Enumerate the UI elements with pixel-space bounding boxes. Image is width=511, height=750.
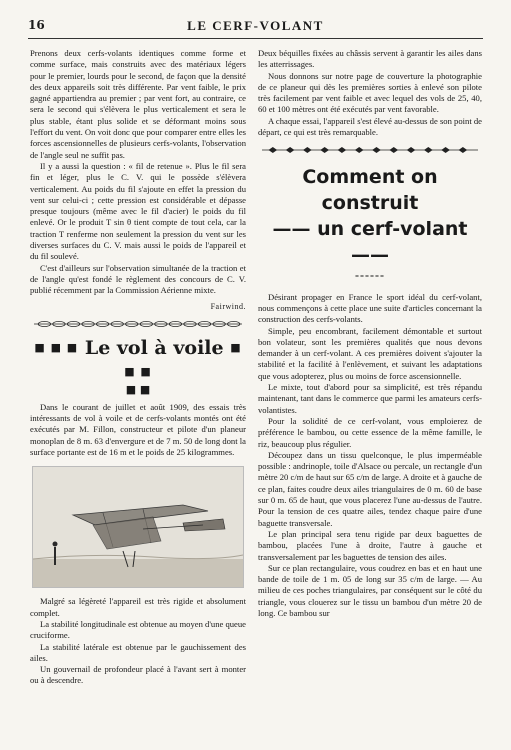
title-dash-right: —— xyxy=(351,244,389,267)
paragraph: C'est d'ailleurs sur l'observation simultanée de la traction et de l'angle qu'est fondé le règlement des concours de C. V. publié récemment par la Commission Aérienne mixte. xyxy=(30,262,246,296)
left-column xyxy=(30,48,246,687)
author-signature: Fairwind. xyxy=(210,301,246,311)
paragraph: La stabilité latérale est obtenue par le gauchissement des ailes. xyxy=(30,641,246,663)
paragraph: Le mixte, tout d'abord pour sa simplicité, est très répandu maintenant, tant dans le commerce que parmi les amateurs cerfs-volantistes. xyxy=(258,382,482,415)
article-title-line-2-text: un cerf-volant xyxy=(317,218,468,241)
page-header xyxy=(28,18,483,34)
title-ornament-right: ■ ■ ■ xyxy=(124,340,242,378)
paragraph: Un gouvernail de profondeur placé à l'avant sert à monter ou à descendre. xyxy=(30,664,246,686)
article-title xyxy=(258,164,482,268)
running-title: LE CERF-VOLANT xyxy=(187,18,324,33)
paragraph: Pour la solidité de ce cerf-volant, vous emploierez de préférence le bambou, ou cette essence de la même famille, le riz, beaucoup plus régulier. xyxy=(258,415,482,449)
ornamental-rule-icon xyxy=(34,320,242,328)
paragraph: Nous donnons sur notre page de couverture la photographie de ce planeur qui dès les premières sorties à enlevé son pilote très facilement par vent faible et avec lequel des vols de 25, 40, 60 et 100 mètres ont été exécutés par vent favorable. xyxy=(258,70,482,115)
paragraph: Sur ce plan rectangulaire, vous coudrez en bas et en haut une bande de toile de 1 m. 05 de long sur 35 c/m de large. — Au milieu de ces poches triangulaires, par conséquent sur le côté du triangle, vous clouerez sur le tissu un bambou d'un mètre 20 de long. Ce bambou sur xyxy=(258,562,482,618)
article-title-line-2 xyxy=(258,216,482,268)
article-title xyxy=(30,336,246,396)
page-number: 16 xyxy=(28,18,45,32)
right-column xyxy=(258,48,482,619)
title-dashes: ------ xyxy=(355,268,385,283)
paragraph: Découpez dans un tissu quelconque, le plus imperméable possible : andrinople, toile d'Alsace ou percale, un rectangle d'un mètre 20 c/m de haut sur 65 c/m de large. A droite et à gauche de ce plan, faites coudre deux ailes triangulaires de 0 m. 60 de base sur 0 m. 65 de haut, que vous placerez l'une au-dessus de l'autre. Pour la tension de ces quatre ailes, tendez chaque paire d'une baguette transversale. xyxy=(258,449,482,528)
title-dash-left: —— xyxy=(272,218,318,241)
paragraph: Prenons deux cerfs-volants identiques comme forme et comme surface, mais construits avec des matériaux légers pour le premier, lourds pour le second, de façon que la densité des deux appareils soit très différente. Par vent faible, le prix gagné appartiendra au premier ; par vent fort, au contraire, ce sera le second qui s'élèvera le plus verticalement et sera le plus stable, étant plus solide et se déformant moins sous l'effort du vent. On voit donc que pour comparer entre elles les forces ascensionnelles de plusieurs cerfs-volants, l'observation de l'angle seul ne suffit pas. xyxy=(30,48,246,160)
article-title-text: Le vol à voile xyxy=(84,336,224,359)
ornamental-rule-icon xyxy=(262,146,478,154)
paragraph: La stabilité longitudinale est obtenue au moyen d'une queue cruciforme. xyxy=(30,618,246,641)
paragraph: Le plan principal sera tenu rigide par deux baguettes de bambou, placées l'une à droite, l'autre à gauche et transversalement par les baguettes de tension des ailes. xyxy=(258,528,482,562)
paragraph: Dans le courant de juillet et août 1909, des essais très intéressants de vol à voile et de cerfs-volants montés ont été exécutés par M. Fillon, constructeur et pilote d'un planeur monoplan de 8 m. 63 d'envergure et de 7 m. 50 de long dont la surface portante est de 16 m et le poids de 25 kilogrammes. xyxy=(30,401,246,458)
paragraph: A chaque essai, l'appareil s'est élevé au-dessus de son point de départ, ce qui est très remarquable. xyxy=(258,115,482,138)
paragraph: Simple, peu encombrant, facilement démontable et surtout bon volateur, sont les premières qualités que nous devons demander à un cerf-volant. A ces premières doivent s'ajouter la stabilité et la facilité à l'enlèvement, et suivant les adaptations que vous adopterez, plus ou moins de force ascensionnelle. xyxy=(258,325,482,381)
paragraph: Il y a aussi la question : « fil de retenue ». Plus le fil sera fin et léger, plus le C. V. qui le possède s'élèvera verticalement. Au poids du fil s'ajoute en effet la pression du vent sur celui-ci ; cette pression est considérable et dépasse presque toujours (même avec le fil d'acier) le poids du fil enlevé. Or le produit T sin θ tient compte de tout cela, car la traction T renferme non seulement la pression du vent sur les diverses surfaces du C. V. mais aussi le poids de l'appareil et du fil soulevé. xyxy=(30,160,246,262)
paragraph: Malgré sa légèreté l'appareil est très rigide et absolument complet. xyxy=(30,596,246,618)
header-rule xyxy=(28,38,483,39)
paragraph: Désirant propager en France le sport idéal du cerf-volant, nous commençons à cette place une suite d'articles concernant la construction des cerfs-volants. xyxy=(258,291,482,325)
title-ornament-bottom: ■ ■ xyxy=(125,382,151,396)
paragraph: Deux béquilles fixées au châssis servent à garantir les ailes dans les atterrissages. xyxy=(258,48,482,70)
title-ornament-left: ■ ■ ■ xyxy=(34,340,79,354)
article-title-line-1: Comment on construit xyxy=(302,166,438,215)
glider-photograph-icon xyxy=(32,466,244,588)
